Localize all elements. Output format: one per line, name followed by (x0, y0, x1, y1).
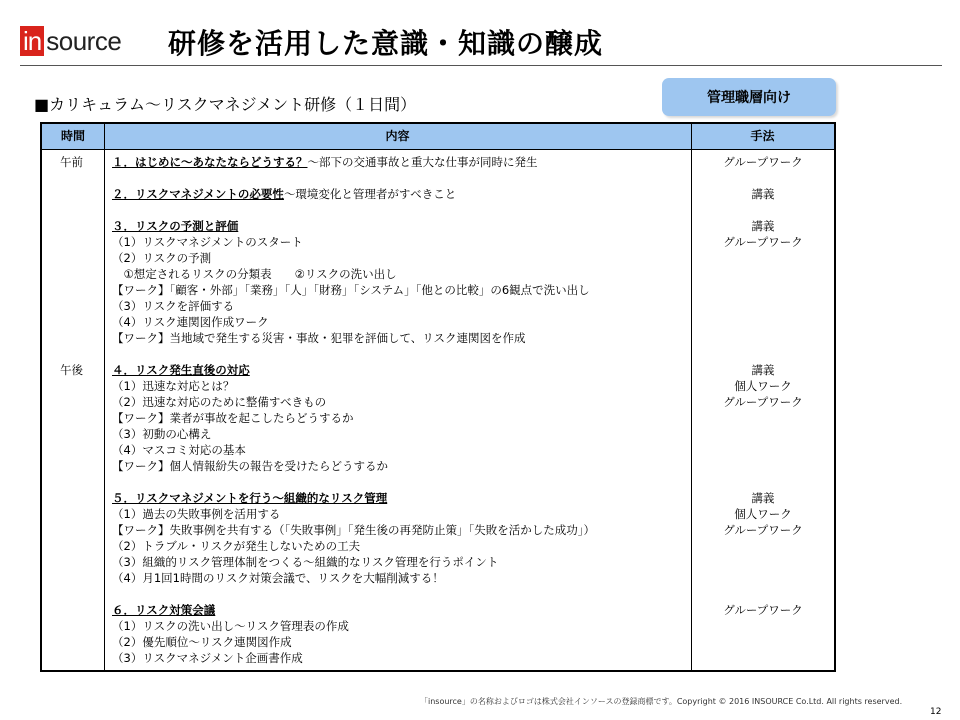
section-heading-suffix: ～環境変化と管理者がすべきこと (283, 187, 457, 201)
section-line: （1）リスクマネジメントのスタート (112, 235, 303, 249)
section-line: （1）迅速な対応とは？ (112, 379, 235, 393)
time-afternoon: 午後 (60, 363, 83, 377)
method-item: 講義 (751, 187, 775, 201)
method-item: グループワーク (723, 523, 803, 537)
method-item: グループワーク (723, 235, 803, 249)
page-number: 12 (930, 707, 942, 717)
section-line: （1）リスクの洗い出し～リスク管理表の作成 (112, 619, 349, 633)
section-title (112, 602, 595, 618)
section-line: （4）月1回1時間のリスク対策会議で、リスクを大幅削減する！ (112, 571, 444, 585)
content-column (112, 154, 595, 666)
section-line: （2）迅速な対応のために整備すべきもの (112, 395, 327, 409)
section-line: ①想定されるリスクの分類表 ②リスクの洗い出し (112, 267, 397, 281)
copyright-footer: 「insource」の名称およびロゴは株式会社インソースの登録商標です。Copyright © 2016 INSOURCE Co.Ltd. All rights reserved. (420, 697, 903, 706)
section-line: （4）リスク連関図作成ワーク (112, 315, 269, 329)
section-title (112, 490, 595, 506)
section-heading: ４．リスク発生直後の対応 (112, 363, 250, 377)
section-line: （1）過去の失敗事例を活用する (112, 507, 281, 521)
time-morning: 午前 (60, 155, 83, 169)
target-audience-badge: 管理職層向け (662, 78, 836, 116)
section-heading: ２．リスクマネジメントの必要性 (112, 187, 284, 201)
section-title (112, 186, 595, 202)
header-time: 時間 (60, 129, 85, 143)
header-content: 内容 (385, 129, 410, 143)
section-line: 【ワーク】当地域で発生する災害・事故・犯罪を評価して、リスク連関図を作成 (112, 331, 526, 345)
method-item: 講義 (751, 491, 775, 505)
section-line: （3）リスクマネジメント企画書作成 (112, 651, 303, 665)
page-title: 研修を活用した意識・知識の醸成 (168, 27, 604, 60)
method-item: 講義 (751, 363, 775, 377)
section-heading-suffix: ～部下の交通事故と重大な仕事が同時に発生 (307, 155, 538, 169)
section-title (112, 362, 595, 378)
method-item: 講義 (751, 219, 775, 233)
section-line: （3）初動の心構え (112, 427, 212, 441)
method-item: グループワーク (723, 155, 803, 169)
section-title (112, 218, 595, 234)
method-item: 個人ワーク (734, 507, 792, 521)
section-line: （2）優先順位～リスク連関図作成 (112, 635, 292, 649)
section-heading: １．はじめに～あなたならどうする？ (112, 155, 308, 169)
section-heading: ３．リスクの予測と評価 (112, 219, 239, 233)
section-title (112, 154, 595, 170)
section-line: （4）マスコミ対応の基本 (112, 443, 246, 457)
section-line: （2）トラブル・リスクが発生しないための工夫 (112, 539, 361, 553)
method-item: グループワーク (723, 603, 803, 617)
section-heading: ６．リスク対策会議 (112, 603, 216, 617)
section-line: 【ワーク】「顧客・外部」「業務」「人」「財務」「システム」「他との比較」の6観点で洗い出し (112, 283, 590, 297)
method-item: 個人ワーク (734, 379, 792, 393)
logo-text: source (46, 26, 122, 56)
section-line: （3）組織的リスク管理体制をつくる～組織的なリスク管理を行うポイント (112, 555, 499, 569)
method-item: グループワーク (723, 395, 803, 409)
curriculum-subtitle: ■カリキュラム～リスクマネジメント研修（１日間） (34, 95, 417, 114)
method-column (692, 154, 834, 666)
section-line: （2）リスクの予測 (112, 251, 212, 265)
section-heading: ５．リスクマネジメントを行う～組織的なリスク管理 (112, 491, 388, 505)
insource-logo (20, 26, 121, 56)
logo-mark: in (20, 26, 44, 56)
table-header (42, 124, 834, 150)
section-line: 【ワーク】業者が事故を起こしたらどうするか (112, 411, 354, 425)
section-line: 【ワーク】失敗事例を共有する（「失敗事例」「発生後の再発防止策」「失敗を活かした成功」） (112, 523, 595, 537)
column-divider (104, 124, 105, 670)
title-divider (20, 65, 942, 66)
section-line: （3）リスクを評価する (112, 299, 235, 313)
curriculum-table (40, 122, 836, 672)
section-line: 【ワーク】個人情報紛失の報告を受けたらどうするか (112, 459, 388, 473)
header-method: 手法 (750, 129, 775, 143)
